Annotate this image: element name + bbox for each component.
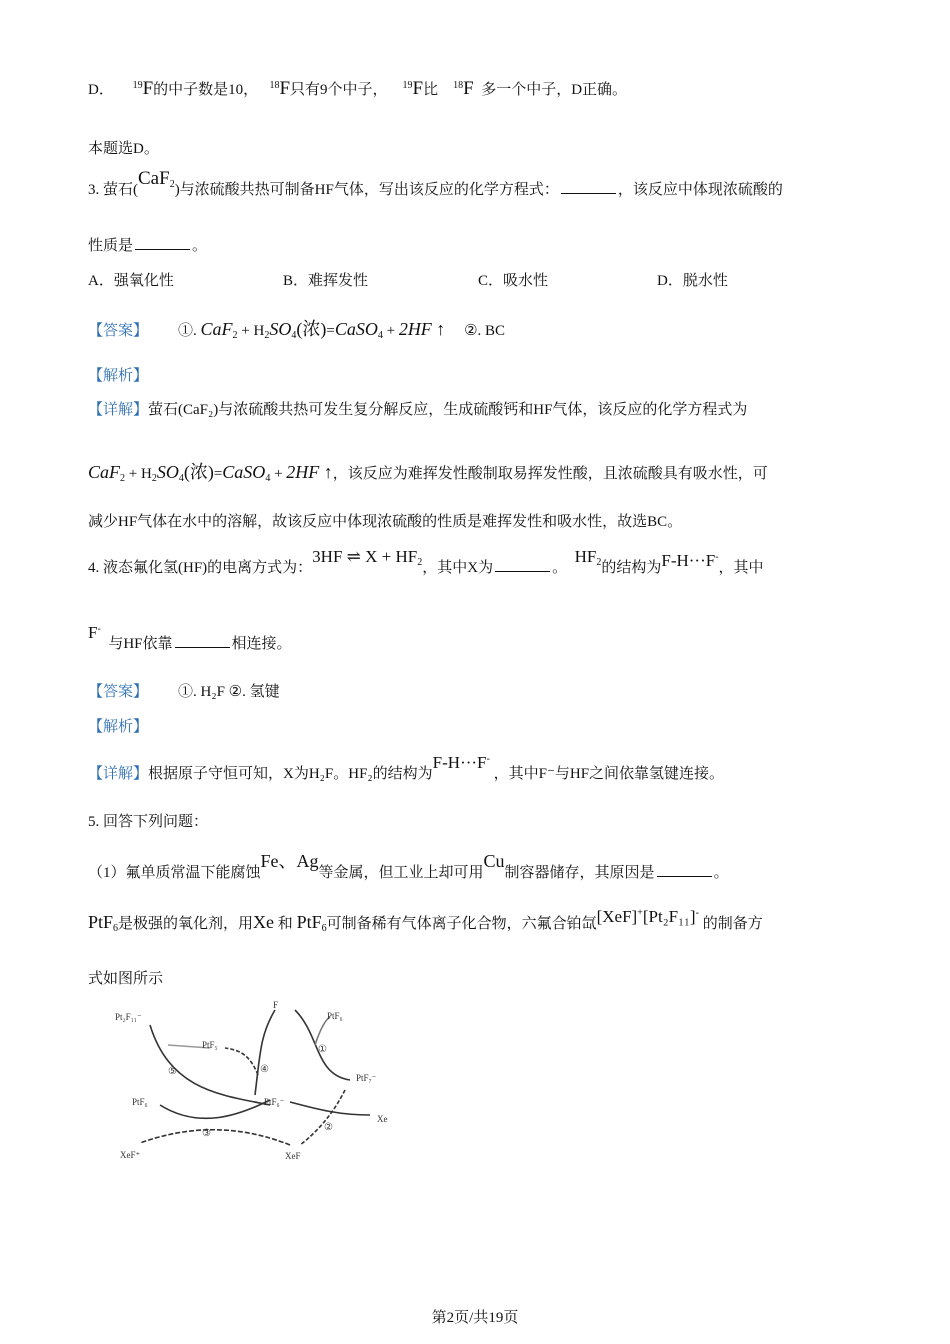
- q5-stem: 5. 回答下列问题：: [88, 814, 209, 830]
- formula: [88, 912, 118, 932]
- page-footer: 第2页/共19页: [431, 1310, 519, 1326]
- step-label: ③: [202, 1128, 211, 1139]
- label: F: [273, 1000, 279, 1010]
- mass-number: 19: [402, 80, 413, 91]
- eq: 2HF ↑: [286, 462, 333, 482]
- mass-number: 18: [453, 80, 464, 91]
- eq: =: [326, 323, 335, 339]
- label: PtF₆: [327, 1011, 343, 1021]
- text: 与HF依靠: [108, 636, 173, 652]
- text: 只有9个中子，: [290, 82, 388, 98]
- sub: 2: [169, 179, 175, 190]
- text: 多一个中子，D正确。: [481, 82, 628, 98]
- eq: +: [386, 323, 396, 339]
- sub: 2: [232, 330, 238, 341]
- formula: Cu: [483, 851, 505, 871]
- arrow-step5: [150, 1025, 270, 1105]
- answer-blank: [495, 559, 550, 572]
- q5-part1: [88, 851, 729, 883]
- sub: 6: [113, 923, 119, 934]
- step-label: ①: [318, 1044, 327, 1055]
- text: PtF: [296, 912, 322, 932]
- sub: 4: [178, 473, 184, 484]
- text: 相连接。: [231, 636, 292, 652]
- label: XeF: [285, 1151, 301, 1161]
- text: 。: [552, 560, 568, 576]
- text: HF: [574, 547, 597, 566]
- text: 的结构为: [601, 560, 662, 576]
- element: F: [279, 78, 291, 99]
- text: D．: [88, 82, 114, 98]
- text: 的制备方: [702, 916, 763, 932]
- text: 。: [192, 238, 208, 254]
- analysis-tag: 【解析】: [88, 368, 149, 384]
- mass-number: 19: [132, 80, 143, 91]
- q3-stem: [88, 168, 783, 200]
- q2-answer: 本题选D。: [88, 141, 159, 157]
- text: ①. H₂F ②. 氢键: [178, 684, 280, 700]
- text: 是极强的氧化剂，用: [118, 916, 254, 932]
- sub: 4: [265, 473, 271, 484]
- text: ，其中: [718, 560, 764, 576]
- q5-line-3: 式如图所示: [88, 971, 164, 987]
- sub: 2: [120, 473, 126, 484]
- eq: (浓): [296, 319, 327, 339]
- arrow-step4: [255, 1010, 275, 1095]
- sub: 4: [377, 330, 383, 341]
- fluoride: F-: [88, 623, 101, 642]
- formula: Xe: [253, 912, 275, 932]
- text: ①.: [178, 323, 197, 339]
- structure: F-H···F-: [661, 551, 719, 570]
- q3-stem-2: [88, 234, 207, 255]
- label: PtF₆⁻: [264, 1097, 285, 1107]
- q4-stem: [88, 547, 764, 578]
- answer-tag: 【答案】: [88, 323, 149, 339]
- q5-ptf6-line: [88, 907, 763, 934]
- arrow-xe: [290, 1102, 370, 1115]
- formula: [138, 168, 175, 189]
- eq: (浓): [183, 462, 214, 482]
- detail-tag: 【详解】: [88, 766, 149, 782]
- label: PtF₆: [132, 1097, 148, 1107]
- step-label: ⑤: [168, 1066, 177, 1077]
- q3-option-d: D．脱水性: [657, 273, 728, 289]
- text: 4. 液态氟化氢(HF)的电离方式为：: [88, 560, 313, 576]
- equation: 3HF ⇌ $X + HF_2$: [312, 547, 423, 568]
- label: XeF⁺: [120, 1150, 141, 1160]
- answer-tag: 【答案】: [88, 684, 149, 700]
- label: PtF₇⁻: [356, 1073, 377, 1083]
- q3-detail-3: 减少HF气体在水中的溶解，故该反应中体现浓硫酸的性质是难挥发性和吸水性，故选BC。: [88, 514, 683, 530]
- answer-blank: [175, 635, 230, 648]
- arrow-ptf5: [225, 1048, 258, 1075]
- eq: SO: [269, 319, 292, 339]
- text: )与浓硫酸共热可制备HF气体，写出该反应的化学方程式：: [174, 182, 559, 198]
- eq: CaSO: [222, 462, 266, 482]
- text: [Pt₂F₁₁]: [642, 907, 696, 926]
- text: 萤石(CaF₂)与浓硫酸共热可发生复分解反应，生成硫酸钙和HF气体，该反应的化学方程式为: [148, 402, 748, 418]
- q4-stem-2: [88, 623, 292, 653]
- eq: +: [128, 466, 138, 482]
- step-label: ②: [324, 1122, 333, 1133]
- text: PtF: [88, 912, 114, 932]
- text: ，该反应为难挥发性酸制取易挥发性酸，且浓硫酸具有吸水性，可: [332, 466, 768, 482]
- eq: +: [274, 466, 283, 482]
- eq: CaSO: [334, 319, 378, 339]
- arrow-step3a: [160, 1100, 270, 1118]
- q3-detail-2: $CaF_2 + H_2SO_4$(浓)=CaSO$_4$ + 2HF ↑，该反应为难挥发性酸制取易挥发性酸，且浓硫酸具有吸水性，可: [88, 462, 768, 484]
- q3-option-a: A．强氧化性: [88, 273, 174, 289]
- q4-detail: [88, 753, 725, 783]
- text: 制容器储存，其原因是: [504, 865, 655, 881]
- text: 。: [713, 865, 729, 881]
- sub: 4: [291, 330, 297, 341]
- text: 的中子数是10，: [153, 82, 259, 98]
- eq: CaF: [88, 462, 121, 482]
- text: 根据原子守恒可知，X为H₂F。HF₂的结构为: [148, 766, 433, 782]
- analysis-tag: 【解析】: [88, 719, 149, 735]
- q3-detail-1: [88, 398, 747, 419]
- formula: [297, 912, 327, 932]
- answer-blank: [135, 237, 190, 250]
- label: Xe: [377, 1114, 388, 1124]
- text: 可制备稀有气体离子化合物，六氟合铂氙: [326, 916, 597, 932]
- text: 等金属，但工业上却可用: [318, 865, 484, 881]
- mass-number: 18: [269, 80, 280, 91]
- eq: =: [213, 466, 223, 482]
- text: F-H···F: [432, 753, 487, 772]
- detail-tag: 【详解】: [88, 402, 149, 418]
- formula: $HF_2$: [574, 547, 602, 568]
- label: Pt₂F₁₁⁻: [115, 1012, 142, 1022]
- q4-answer: [88, 680, 280, 701]
- eq: SO: [156, 462, 179, 482]
- eq: 2HF ↑: [398, 319, 446, 339]
- reaction-diagram: [100, 995, 410, 1170]
- sub: 2: [264, 330, 270, 341]
- q3-answer: 【答案】 ①. $CaF_2 + H_2SO_4$(浓)=CaSO$_4$ + 2HF ↑ ②. BC: [88, 319, 506, 341]
- text: F: [88, 623, 98, 642]
- element: F: [463, 78, 474, 99]
- text: 比: [423, 82, 439, 98]
- q3-option-b: B．难挥发性: [283, 273, 369, 289]
- arrow-xef: [300, 1090, 345, 1145]
- answer-blank: [657, 864, 712, 877]
- text: ，其中F⁻与HF之间依靠氢键连接。: [493, 766, 725, 782]
- text: [XeF]: [596, 907, 638, 926]
- structure: F-H···F-: [432, 753, 490, 772]
- eq: CaF: [200, 319, 233, 339]
- formula: Fe、Ag: [260, 851, 319, 871]
- sub: 2: [151, 473, 157, 484]
- text: （1）氟单质常温下能腐蚀: [88, 865, 261, 881]
- element: F: [142, 78, 154, 99]
- text: ②. BC: [464, 323, 506, 339]
- arrow-step3b: [140, 1130, 290, 1145]
- text: CaF: [138, 168, 170, 189]
- formula: [XeF]+[Pt₂F₁₁]-: [596, 907, 699, 926]
- text: ，该反应中体现浓硫酸的: [617, 182, 783, 198]
- text: 3. 萤石(: [88, 182, 138, 198]
- text: ，其中X为: [422, 560, 494, 576]
- line-ptf6: [315, 1017, 330, 1045]
- eq: +: [241, 323, 250, 339]
- text: F-H···F: [661, 551, 716, 570]
- q2-option-d: [88, 78, 627, 100]
- text: 和: [277, 916, 293, 932]
- sub: 6: [321, 923, 327, 934]
- answer-blank: [561, 181, 616, 194]
- q3-option-c: C．吸水性: [478, 273, 549, 289]
- label: PtF₅: [202, 1040, 218, 1050]
- text: 3HF ⇌ X + HF: [312, 547, 418, 566]
- text: 性质是: [88, 238, 134, 254]
- step-label: ④: [260, 1064, 269, 1075]
- element: F: [412, 78, 424, 99]
